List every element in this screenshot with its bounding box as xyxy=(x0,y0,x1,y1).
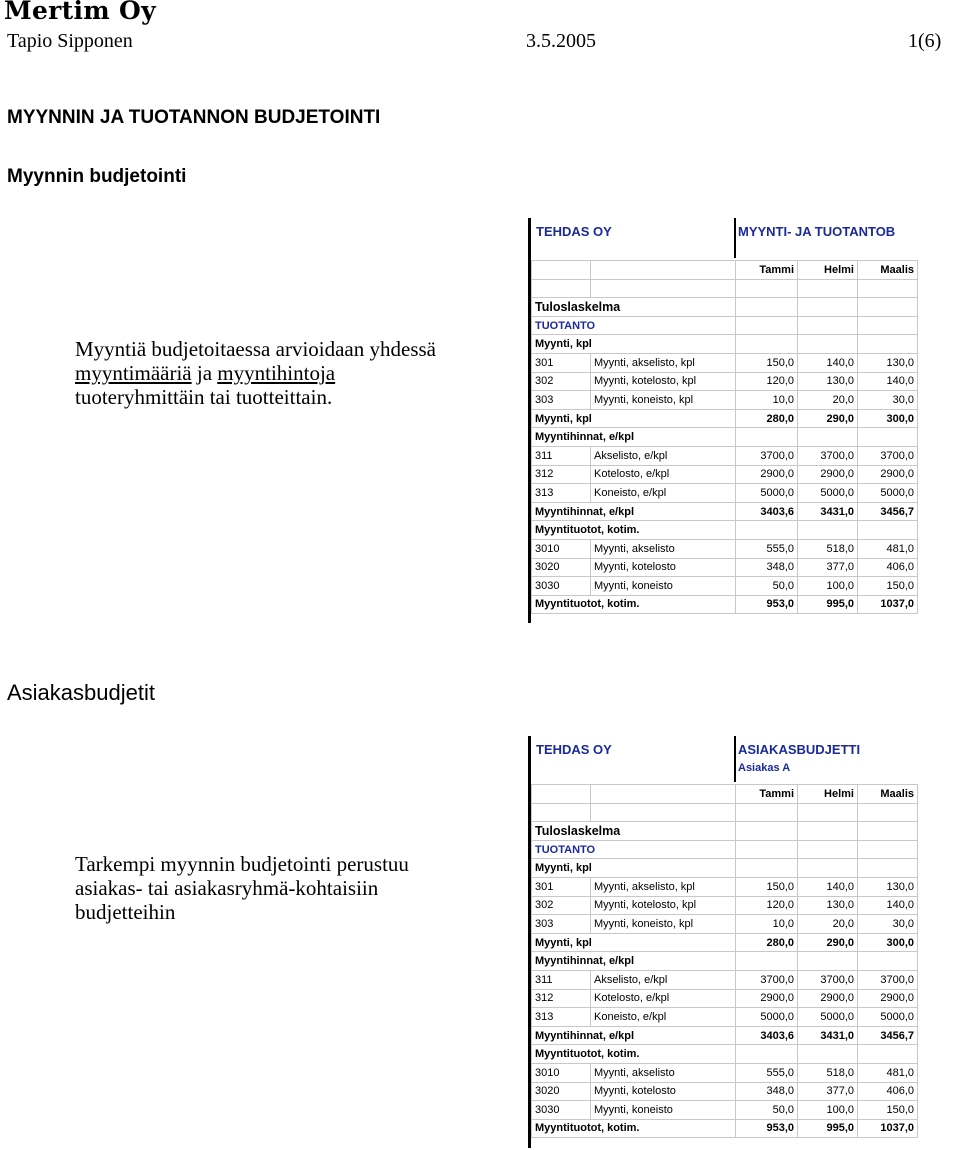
row-label: Myyntituotot, kotim. xyxy=(532,521,736,540)
row-label: Myyntihinnat, e/kpl xyxy=(532,1026,736,1045)
value-cell: 30,0 xyxy=(858,391,918,410)
table-row xyxy=(532,989,918,1008)
value-cell: 50,0 xyxy=(736,1101,798,1120)
value-cell: 100,0 xyxy=(798,1101,858,1120)
row-name: Myynti, koneisto xyxy=(591,577,736,596)
value-cell xyxy=(798,859,858,878)
sales-paragraph-line2 xyxy=(75,361,436,385)
value-cell xyxy=(858,335,918,354)
table-row xyxy=(532,952,918,971)
sheet-title: MYYNTI- JA TUOTANTOB xyxy=(738,224,896,239)
value-cell: 3700,0 xyxy=(736,970,798,989)
sheet-company: TEHDAS OY xyxy=(536,224,612,239)
month-header-cell: Maalis xyxy=(858,261,918,280)
value-cell: 3700,0 xyxy=(736,446,798,465)
value-cell: 280,0 xyxy=(736,409,798,428)
row-name: Koneisto, e/kpl xyxy=(591,484,736,503)
value-cell: 30,0 xyxy=(858,915,918,934)
cell-empty xyxy=(858,822,918,841)
table-row xyxy=(532,1063,918,1082)
row-name: Myynti, koneisto, kpl xyxy=(591,915,736,934)
table-row xyxy=(532,502,918,521)
customer-paragraph-line3: budjetteihin xyxy=(75,900,176,924)
cell-empty xyxy=(591,279,736,298)
value-cell: 377,0 xyxy=(798,558,858,577)
value-cell: 130,0 xyxy=(798,896,858,915)
cell-empty xyxy=(858,840,918,859)
table-title-row xyxy=(532,298,918,317)
row-label: Myyntihinnat, e/kpl xyxy=(532,502,736,521)
value-cell: 280,0 xyxy=(736,933,798,952)
value-cell: 995,0 xyxy=(798,595,858,614)
sheet-title: ASIAKASBUDJETTI xyxy=(738,742,861,757)
value-cell: 3403,6 xyxy=(736,1026,798,1045)
value-cell: 140,0 xyxy=(798,353,858,372)
row-code: 313 xyxy=(532,484,591,503)
value-cell: 3456,7 xyxy=(858,1026,918,1045)
table-row xyxy=(532,970,918,989)
link-sales-quantities[interactable]: myyntimääriä xyxy=(75,361,192,385)
cell-empty xyxy=(858,298,918,317)
row-code: 302 xyxy=(532,372,591,391)
main-heading: MYYNNIN JA TUOTANNON BUDJETOINTI xyxy=(7,107,381,128)
value-cell: 10,0 xyxy=(736,391,798,410)
sheet-table xyxy=(531,784,918,1138)
sheet-title-bar xyxy=(528,218,918,260)
value-cell: 406,0 xyxy=(858,558,918,577)
company-logo: Mertim Oy xyxy=(4,0,156,25)
table-row xyxy=(532,521,918,540)
value-cell xyxy=(798,1045,858,1064)
row-code: 311 xyxy=(532,970,591,989)
value-cell xyxy=(858,521,918,540)
value-cell: 5000,0 xyxy=(736,1008,798,1027)
cell-empty xyxy=(591,785,736,804)
table-row xyxy=(532,1119,918,1138)
value-cell: 3700,0 xyxy=(798,970,858,989)
value-cell: 518,0 xyxy=(798,1063,858,1082)
table-row xyxy=(532,896,918,915)
table-row xyxy=(532,877,918,896)
month-header-row xyxy=(532,261,918,280)
row-name: Kotelosto, e/kpl xyxy=(591,465,736,484)
row-name: Myynti, akselisto xyxy=(591,1063,736,1082)
value-cell: 377,0 xyxy=(798,1082,858,1101)
blank-row xyxy=(532,803,918,822)
value-cell xyxy=(798,428,858,447)
table-row xyxy=(532,409,918,428)
value-cell: 3456,7 xyxy=(858,502,918,521)
row-label: Myynti, kpl xyxy=(532,409,736,428)
cell-empty xyxy=(736,298,798,317)
value-cell xyxy=(858,952,918,971)
cell-empty xyxy=(858,279,918,298)
value-cell: 953,0 xyxy=(736,1119,798,1138)
cell-empty xyxy=(591,261,736,280)
value-cell: 3700,0 xyxy=(858,446,918,465)
table-title: Tuloslaskelma xyxy=(532,298,736,317)
value-cell: 3700,0 xyxy=(858,970,918,989)
row-name: Myynti, kotelosto xyxy=(591,1082,736,1101)
value-cell: 5000,0 xyxy=(736,484,798,503)
value-cell: 140,0 xyxy=(858,372,918,391)
value-cell: 406,0 xyxy=(858,1082,918,1101)
sales-paragraph-joiner: ja xyxy=(191,361,218,385)
value-cell: 348,0 xyxy=(736,1082,798,1101)
value-cell xyxy=(736,335,798,354)
value-cell xyxy=(736,952,798,971)
row-code: 312 xyxy=(532,989,591,1008)
blank-row xyxy=(532,279,918,298)
value-cell: 10,0 xyxy=(736,915,798,934)
value-cell: 518,0 xyxy=(798,539,858,558)
value-cell: 140,0 xyxy=(858,896,918,915)
row-code: 3030 xyxy=(532,1101,591,1120)
cell-empty xyxy=(798,316,858,335)
customer-paragraph-line1: Tarkempi myynnin budjetointi perustuu xyxy=(75,852,409,876)
value-cell: 130,0 xyxy=(858,353,918,372)
value-cell: 2900,0 xyxy=(798,989,858,1008)
month-header-cell: Helmi xyxy=(798,261,858,280)
cell-empty xyxy=(736,316,798,335)
cell-empty xyxy=(798,803,858,822)
value-cell: 130,0 xyxy=(858,877,918,896)
row-code: 3030 xyxy=(532,577,591,596)
value-cell: 100,0 xyxy=(798,577,858,596)
cell-empty xyxy=(736,822,798,841)
table-row xyxy=(532,859,918,878)
row-name: Myynti, kotelosto, kpl xyxy=(591,372,736,391)
value-cell: 1037,0 xyxy=(858,1119,918,1138)
cell-empty xyxy=(798,279,858,298)
value-cell: 120,0 xyxy=(736,372,798,391)
cell-empty xyxy=(798,298,858,317)
value-cell: 995,0 xyxy=(798,1119,858,1138)
table-title: Tuloslaskelma xyxy=(532,822,736,841)
row-name: Myynti, kotelosto xyxy=(591,558,736,577)
row-name: Myynti, akselisto, kpl xyxy=(591,877,736,896)
cell-empty xyxy=(532,803,591,822)
value-cell: 150,0 xyxy=(858,1101,918,1120)
row-code: 301 xyxy=(532,877,591,896)
value-cell: 2900,0 xyxy=(736,465,798,484)
value-cell: 2900,0 xyxy=(736,989,798,1008)
month-header-row xyxy=(532,785,918,804)
value-cell: 1037,0 xyxy=(858,595,918,614)
row-code: 302 xyxy=(532,896,591,915)
sheet-title-bar xyxy=(528,736,918,784)
row-label: Myyntituotot, kotim. xyxy=(532,1045,736,1064)
month-header-cell: Maalis xyxy=(858,785,918,804)
cell-empty xyxy=(736,279,798,298)
table-row xyxy=(532,484,918,503)
table-row xyxy=(532,558,918,577)
table-row xyxy=(532,577,918,596)
customer-budget-spreadsheet xyxy=(528,736,918,1148)
value-cell: 120,0 xyxy=(736,896,798,915)
value-cell xyxy=(798,335,858,354)
value-cell: 150,0 xyxy=(858,577,918,596)
table-section: TUOTANTO xyxy=(532,840,736,859)
value-cell: 5000,0 xyxy=(798,484,858,503)
table-row xyxy=(532,372,918,391)
sheet-customer: Asiakas A xyxy=(738,762,791,774)
sheet-table xyxy=(531,260,918,614)
sheet-company: TEHDAS OY xyxy=(536,742,612,757)
value-cell: 555,0 xyxy=(736,1063,798,1082)
row-name: Myynti, akselisto, kpl xyxy=(591,353,736,372)
cell-empty xyxy=(858,316,918,335)
value-cell xyxy=(858,428,918,447)
row-code: 3020 xyxy=(532,558,591,577)
value-cell: 20,0 xyxy=(798,915,858,934)
customer-heading: Asiakasbudjetit xyxy=(7,680,155,705)
page-number: 1(6) xyxy=(908,30,942,52)
row-label: Myyntituotot, kotim. xyxy=(532,1119,736,1138)
value-cell: 290,0 xyxy=(798,933,858,952)
value-cell: 953,0 xyxy=(736,595,798,614)
sales-paragraph-line3: tuoteryhmittäin tai tuotteittain. xyxy=(75,385,333,409)
month-header-cell: Helmi xyxy=(798,785,858,804)
row-code: 3010 xyxy=(532,539,591,558)
sales-budget-spreadsheet xyxy=(528,218,918,623)
cell-empty xyxy=(798,822,858,841)
value-cell: 130,0 xyxy=(798,372,858,391)
sales-paragraph-line1: Myyntiä budjetoitaessa arvioidaan yhdessä xyxy=(75,337,436,361)
document-date: 3.5.2005 xyxy=(526,30,596,52)
cell-empty xyxy=(532,785,591,804)
value-cell: 300,0 xyxy=(858,933,918,952)
row-code: 313 xyxy=(532,1008,591,1027)
row-label: Myyntihinnat, e/kpl xyxy=(532,428,736,447)
value-cell: 2900,0 xyxy=(858,465,918,484)
table-section-row xyxy=(532,840,918,859)
table-row xyxy=(532,1045,918,1064)
month-header-cell: Tammi xyxy=(736,785,798,804)
value-cell: 150,0 xyxy=(736,877,798,896)
row-name: Akselisto, e/kpl xyxy=(591,970,736,989)
row-code: 3020 xyxy=(532,1082,591,1101)
row-label: Myyntituotot, kotim. xyxy=(532,595,736,614)
cell-empty xyxy=(798,840,858,859)
value-cell: 2900,0 xyxy=(858,989,918,1008)
value-cell xyxy=(858,1045,918,1064)
value-cell: 555,0 xyxy=(736,539,798,558)
link-sales-prices[interactable]: myyntihintoja xyxy=(217,361,336,385)
table-row xyxy=(532,1082,918,1101)
value-cell xyxy=(736,859,798,878)
table-row xyxy=(532,539,918,558)
value-cell xyxy=(858,859,918,878)
value-cell: 481,0 xyxy=(858,539,918,558)
table-row xyxy=(532,1008,918,1027)
table-section-row xyxy=(532,316,918,335)
table-row xyxy=(532,915,918,934)
value-cell: 5000,0 xyxy=(858,484,918,503)
cell-empty xyxy=(858,803,918,822)
row-name: Myynti, koneisto, kpl xyxy=(591,391,736,410)
value-cell: 300,0 xyxy=(858,409,918,428)
value-cell: 50,0 xyxy=(736,577,798,596)
customer-paragraph-line2: asiakas- tai asiakasryhmä-kohtaisiin xyxy=(75,876,379,900)
row-name: Myynti, akselisto xyxy=(591,539,736,558)
value-cell xyxy=(798,952,858,971)
row-code: 301 xyxy=(532,353,591,372)
table-row xyxy=(532,446,918,465)
table-row xyxy=(532,465,918,484)
author-name: Tapio Sipponen xyxy=(7,30,133,52)
row-code: 303 xyxy=(532,915,591,934)
value-cell: 140,0 xyxy=(798,877,858,896)
value-cell: 348,0 xyxy=(736,558,798,577)
cell-empty xyxy=(532,279,591,298)
table-row xyxy=(532,353,918,372)
table-row xyxy=(532,933,918,952)
table-row xyxy=(532,428,918,447)
table-row xyxy=(532,335,918,354)
table-title-row xyxy=(532,822,918,841)
value-cell xyxy=(736,521,798,540)
month-header-cell: Tammi xyxy=(736,261,798,280)
value-cell: 150,0 xyxy=(736,353,798,372)
row-name: Myynti, kotelosto, kpl xyxy=(591,896,736,915)
row-code: 311 xyxy=(532,446,591,465)
value-cell: 3431,0 xyxy=(798,502,858,521)
value-cell xyxy=(736,428,798,447)
row-name: Kotelosto, e/kpl xyxy=(591,989,736,1008)
value-cell xyxy=(798,521,858,540)
table-row xyxy=(532,391,918,410)
customer-paragraph xyxy=(75,852,409,924)
table-section: TUOTANTO xyxy=(532,316,736,335)
value-cell: 5000,0 xyxy=(798,1008,858,1027)
value-cell xyxy=(736,1045,798,1064)
value-cell: 290,0 xyxy=(798,409,858,428)
value-cell: 3700,0 xyxy=(798,446,858,465)
row-name: Akselisto, e/kpl xyxy=(591,446,736,465)
value-cell: 3403,6 xyxy=(736,502,798,521)
cell-empty xyxy=(736,803,798,822)
table-row xyxy=(532,1101,918,1120)
value-cell: 20,0 xyxy=(798,391,858,410)
cell-empty xyxy=(736,840,798,859)
cell-empty xyxy=(591,803,736,822)
sales-heading: Myynnin budjetointi xyxy=(7,166,187,187)
sales-paragraph xyxy=(75,337,436,409)
row-code: 312 xyxy=(532,465,591,484)
row-name: Koneisto, e/kpl xyxy=(591,1008,736,1027)
cell-empty xyxy=(532,261,591,280)
row-label: Myynti, kpl xyxy=(532,859,736,878)
row-label: Myyntihinnat, e/kpl xyxy=(532,952,736,971)
row-code: 303 xyxy=(532,391,591,410)
row-label: Myynti, kpl xyxy=(532,933,736,952)
value-cell: 2900,0 xyxy=(798,465,858,484)
row-code: 3010 xyxy=(532,1063,591,1082)
table-row xyxy=(532,1026,918,1045)
value-cell: 481,0 xyxy=(858,1063,918,1082)
table-row xyxy=(532,595,918,614)
value-cell: 5000,0 xyxy=(858,1008,918,1027)
row-label: Myynti, kpl xyxy=(532,335,736,354)
row-name: Myynti, koneisto xyxy=(591,1101,736,1120)
value-cell: 3431,0 xyxy=(798,1026,858,1045)
